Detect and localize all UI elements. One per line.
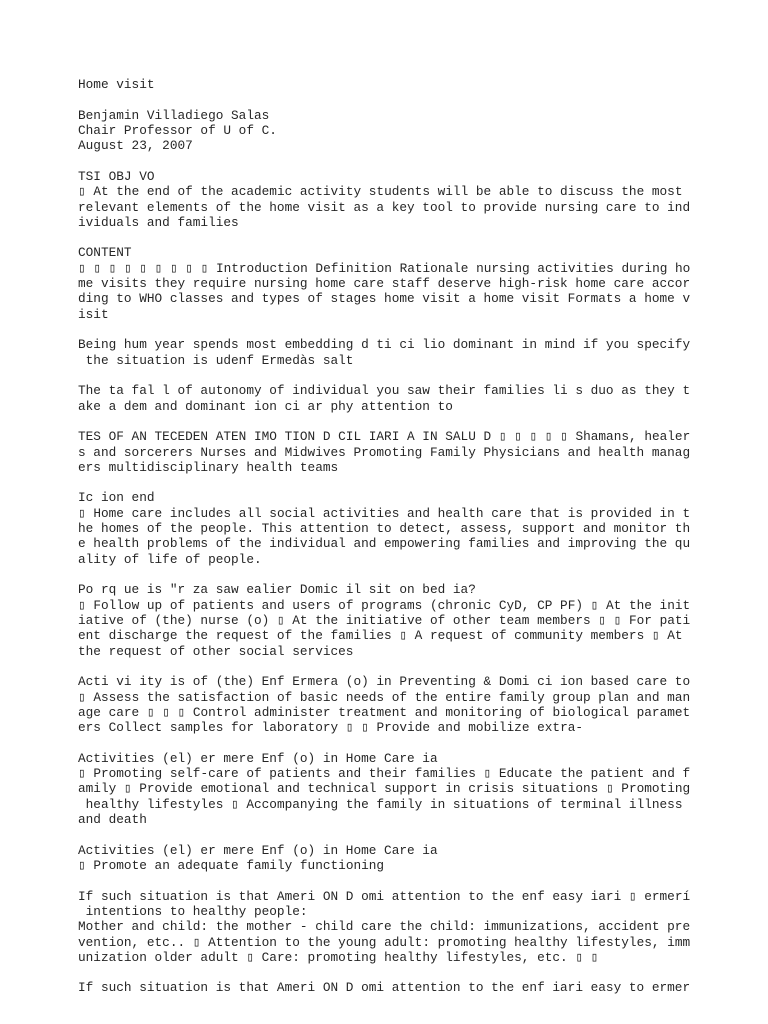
text-line: Ic ion end: [78, 490, 155, 506]
text-line: ers multidisciplinary health teams: [78, 459, 339, 475]
text-line: iative of (the) nurse (o) ▯ At the initiative of other team members ▯ ▯ For pati: [78, 612, 691, 628]
text-line: If such situation is that Ameri ON D omi attention to the enf iari easy to ermer: [78, 980, 691, 996]
text-line: Activities (el) er mere Enf (o) in Home Care ia: [78, 750, 438, 766]
paragraph: [78, 245, 718, 322]
text-line: ▯ Assess the satisfaction of basic needs of the entire family group plan and man: [78, 689, 691, 705]
text-line: ▯ Follow up of patients and users of programs (chronic CyD, CP PF) ▯ At the init: [78, 597, 691, 613]
text-line: Mother and child: the mother - child care the child: immunizations, accident pre: [78, 919, 691, 935]
text-line: intentions to healthy people:: [78, 903, 308, 919]
text-line: ▯ ▯ ▯ ▯ ▯ ▯ ▯ ▯ ▯ Introduction Definition Rationale nursing activities during ho: [78, 260, 691, 276]
text-line: Being hum year spends most embedding d ti ci lio dominant in mind if you specify: [78, 337, 691, 353]
text-line: The ta fal l of autonomy of individual you saw their families li s duo as they t: [78, 383, 691, 399]
paragraph: [78, 582, 718, 659]
text-line: isit: [78, 306, 109, 322]
document-text[interactable]: [78, 77, 718, 1011]
text-line: ers Collect samples for laboratory ▯ ▯ Provide and mobilize extra-: [78, 720, 584, 736]
paragraph: [78, 751, 718, 828]
paragraph: [78, 337, 718, 368]
text-line: Po rq ue is "r za saw ealier Domic il sit on bed ia?: [78, 582, 476, 598]
paragraph: [78, 889, 718, 966]
author-block: [78, 108, 718, 154]
text-line: Activities (el) er mere Enf (o) in Home Care ia: [78, 842, 438, 858]
text-line: ividuals and families: [78, 214, 239, 230]
author-name: Benjamin Villadiego Salas: [78, 107, 270, 123]
text-line: CONTENT: [78, 245, 132, 261]
text-line: e health problems of the individual and empowering families and improving the qu: [78, 536, 691, 552]
paragraph: [78, 843, 718, 874]
paragraph: [78, 674, 718, 735]
text-line: the situation is udenf Ermedàs salt: [78, 352, 354, 368]
document-body: [78, 169, 718, 996]
text-line: and death: [78, 812, 147, 827]
text-line: vention, etc.. ▯ Attention to the young adult: promoting healthy lifestyles, imm: [78, 934, 691, 950]
text-line: ent discharge the request of the families ▯ A request of community members ▯ At: [78, 628, 683, 644]
paragraph: [78, 383, 718, 414]
text-line: age care ▯ ▯ ▯ Control administer treatment and monitoring of biological paramet: [78, 704, 691, 720]
text-line: the request of other social services: [78, 643, 354, 659]
text-line: amily ▯ Provide emotional and technical support in crisis situations ▯ Promoting: [78, 781, 691, 797]
text-line: he homes of the people. This attention to detect, assess, support and monitor th: [78, 521, 691, 537]
text-line: ▯ Promoting self-care of patients and their families ▯ Educate the patient and f: [78, 766, 691, 782]
text-line: ▯ Home care includes all social activities and health care that is provided in t: [78, 505, 691, 521]
text-line: If such situation is that Ameri ON D omi attention to the enf easy iari ▯ ermerí: [78, 888, 691, 904]
text-line: TSI OBJ VO: [78, 168, 155, 184]
text-line: ▯ At the end of the academic activity students will be able to discuss the most: [78, 184, 683, 200]
text-line: Acti vi ity is of (the) Enf Ermera (o) in Preventing & Domi ci ion based care to: [78, 674, 691, 690]
title-block: [78, 77, 718, 92]
doc-date: August 23, 2007: [78, 138, 193, 154]
text-line: ality of life of people.: [78, 551, 262, 567]
text-line: relevant elements of the home visit as a key tool to provide nursing care to ind: [78, 199, 691, 215]
text-line: s and sorcerers Nurses and Midwives Promoting Family Physicians and health manag: [78, 444, 691, 460]
text-line: healthy lifestyles ▯ Accompanying the family in situations of terminal illness: [78, 796, 683, 812]
paragraph: [78, 429, 718, 475]
text-line: ▯ Promote an adequate family functioning: [78, 857, 385, 873]
text-line: me visits they require nursing home care staff deserve high-risk home care accor: [78, 276, 691, 292]
author-position: Chair Professor of U of C.: [78, 122, 277, 138]
paragraph: [78, 490, 718, 567]
paragraph: [78, 169, 718, 230]
text-line: unization older adult ▯ Care: promoting healthy lifestyles, etc. ▯ ▯: [78, 949, 599, 965]
paragraph: [78, 980, 718, 995]
text-line: ding to WHO classes and types of stages home visit a home visit Formats a home v: [78, 291, 691, 307]
text-line: ake a dem and dominant ion ci ar phy attention to: [78, 398, 453, 414]
text-line: TES OF AN TECEDEN ATEN IMO TION D CIL IARI A IN SALU D ▯ ▯ ▯ ▯ ▯ Shamans, healer: [78, 429, 691, 445]
doc-title: Home visit: [78, 77, 155, 92]
